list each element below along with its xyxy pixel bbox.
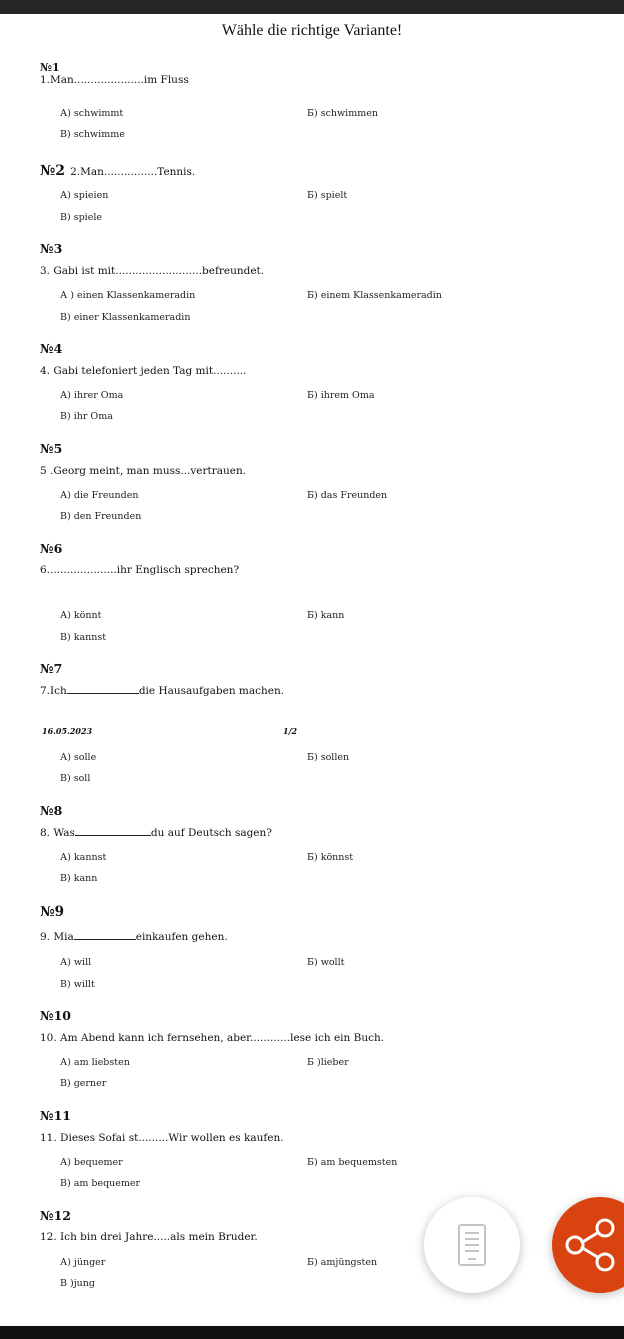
option-a: А) solle [60,752,97,763]
option-a: А ) einen Klassenkameradin [60,290,196,301]
question-text [40,827,272,839]
question-number: №5 [40,441,63,456]
answer-blank [75,827,151,836]
option-a: А) schwimmt [60,108,124,119]
footer-page-number: 1/2 [283,726,298,736]
question-text-start: 7.Ich [40,685,67,697]
question-text: 12. Ich bin drei Jahre.....als mein Bruder. [40,1231,258,1243]
question-text-start: 8. Was [40,827,75,839]
option-c: В) gerner [60,1078,107,1089]
question-text [40,685,284,697]
answer-blank [74,931,136,940]
option-c: В) den Freunden [60,511,142,522]
question-text-start: 9. Mia [40,931,74,943]
question-text: 1.Man.....................im Fluss [40,74,189,86]
question-number: №12 [40,1208,71,1223]
option-a: А) könnt [60,610,102,621]
option-b: Б) ihrem Oma [307,390,375,401]
option-b: Б )lieber [307,1057,349,1068]
document-button[interactable] [424,1197,520,1293]
question-text: 4. Gabi telefoniert jeden Tag mit.......... [40,365,247,377]
share-icon [552,1197,624,1293]
option-c: В) soll [60,773,91,784]
question-text [40,931,228,943]
option-a: А) will [60,957,92,968]
option-c: В) ihr Oma [60,411,113,422]
option-a: А) spieien [60,190,109,201]
question-number: №2 [40,163,65,179]
option-a: А) ihrer Oma [60,390,124,401]
question-number: №3 [40,241,63,256]
question-number: №9 [40,904,65,920]
option-c: В) schwimme [60,129,125,140]
option-b: Б) am bequemsten [307,1157,398,1168]
navigation-bar [0,1326,624,1339]
page-title: Wähle die richtige Variante! [221,22,403,39]
option-b: Б) einem Klassenkameradin [307,290,442,301]
option-b: Б) kann [307,610,345,621]
option-a: А) am liebsten [60,1057,130,1068]
answer-blank [67,685,139,694]
option-b: Б) wollt [307,957,345,968]
option-c: В) einer Klassenkameradin [60,312,191,323]
question-number: №1 [40,61,60,74]
option-b: Б) das Freunden [307,490,388,501]
question-text: 5 .Georg meint, man muss...vertrauen. [40,465,247,477]
option-c: В) am bequemer [60,1178,141,1189]
question-row [40,160,195,179]
footer-date: 16.05.2023 [42,726,93,736]
question-number: №6 [40,541,63,556]
option-c: В) spiele [60,212,102,223]
question-number: №7 [40,661,63,676]
status-bar [0,0,624,14]
option-c: В )jung [60,1278,95,1289]
option-a: А) kannst [60,852,107,863]
option-c: В) kannst [60,632,107,643]
question-text: 6.....................ihr Englisch sprechen? [40,564,240,576]
option-c: В) kann [60,873,98,884]
question-text-end: du auf Deutsch sagen? [150,827,272,839]
option-b: Б) sollen [307,752,350,763]
option-b: Б) könnst [307,852,354,863]
option-a: А) jünger [60,1257,106,1268]
question-text-end: die Hausaufgaben machen. [138,685,285,697]
option-b: Б) schwimmen [307,108,378,119]
option-b: Б) amjüngsten [307,1257,378,1268]
option-b: Б) spielt [307,190,348,201]
document-icon [457,1223,487,1267]
question-text: 11. Dieses Sofai st.........Wir wollen es kaufen. [40,1132,284,1144]
question-number: №10 [40,1008,71,1023]
option-a: А) bequemer [60,1157,123,1168]
question-text: 2.Man................Tennis. [70,166,196,178]
question-text: 10. Am Abend kann ich fernsehen, aber............lese ich ein Buch. [40,1032,385,1044]
question-number: №4 [40,341,63,356]
question-text-end: einkaufen gehen. [135,931,228,943]
share-button[interactable] [552,1197,624,1293]
question-number: №11 [40,1108,71,1123]
option-c: В) willt [60,979,95,990]
question-number: №8 [40,803,63,818]
option-a: А) die Freunden [60,490,139,501]
question-text: 3. Gabi ist mit..........................befreundet. [40,265,265,277]
